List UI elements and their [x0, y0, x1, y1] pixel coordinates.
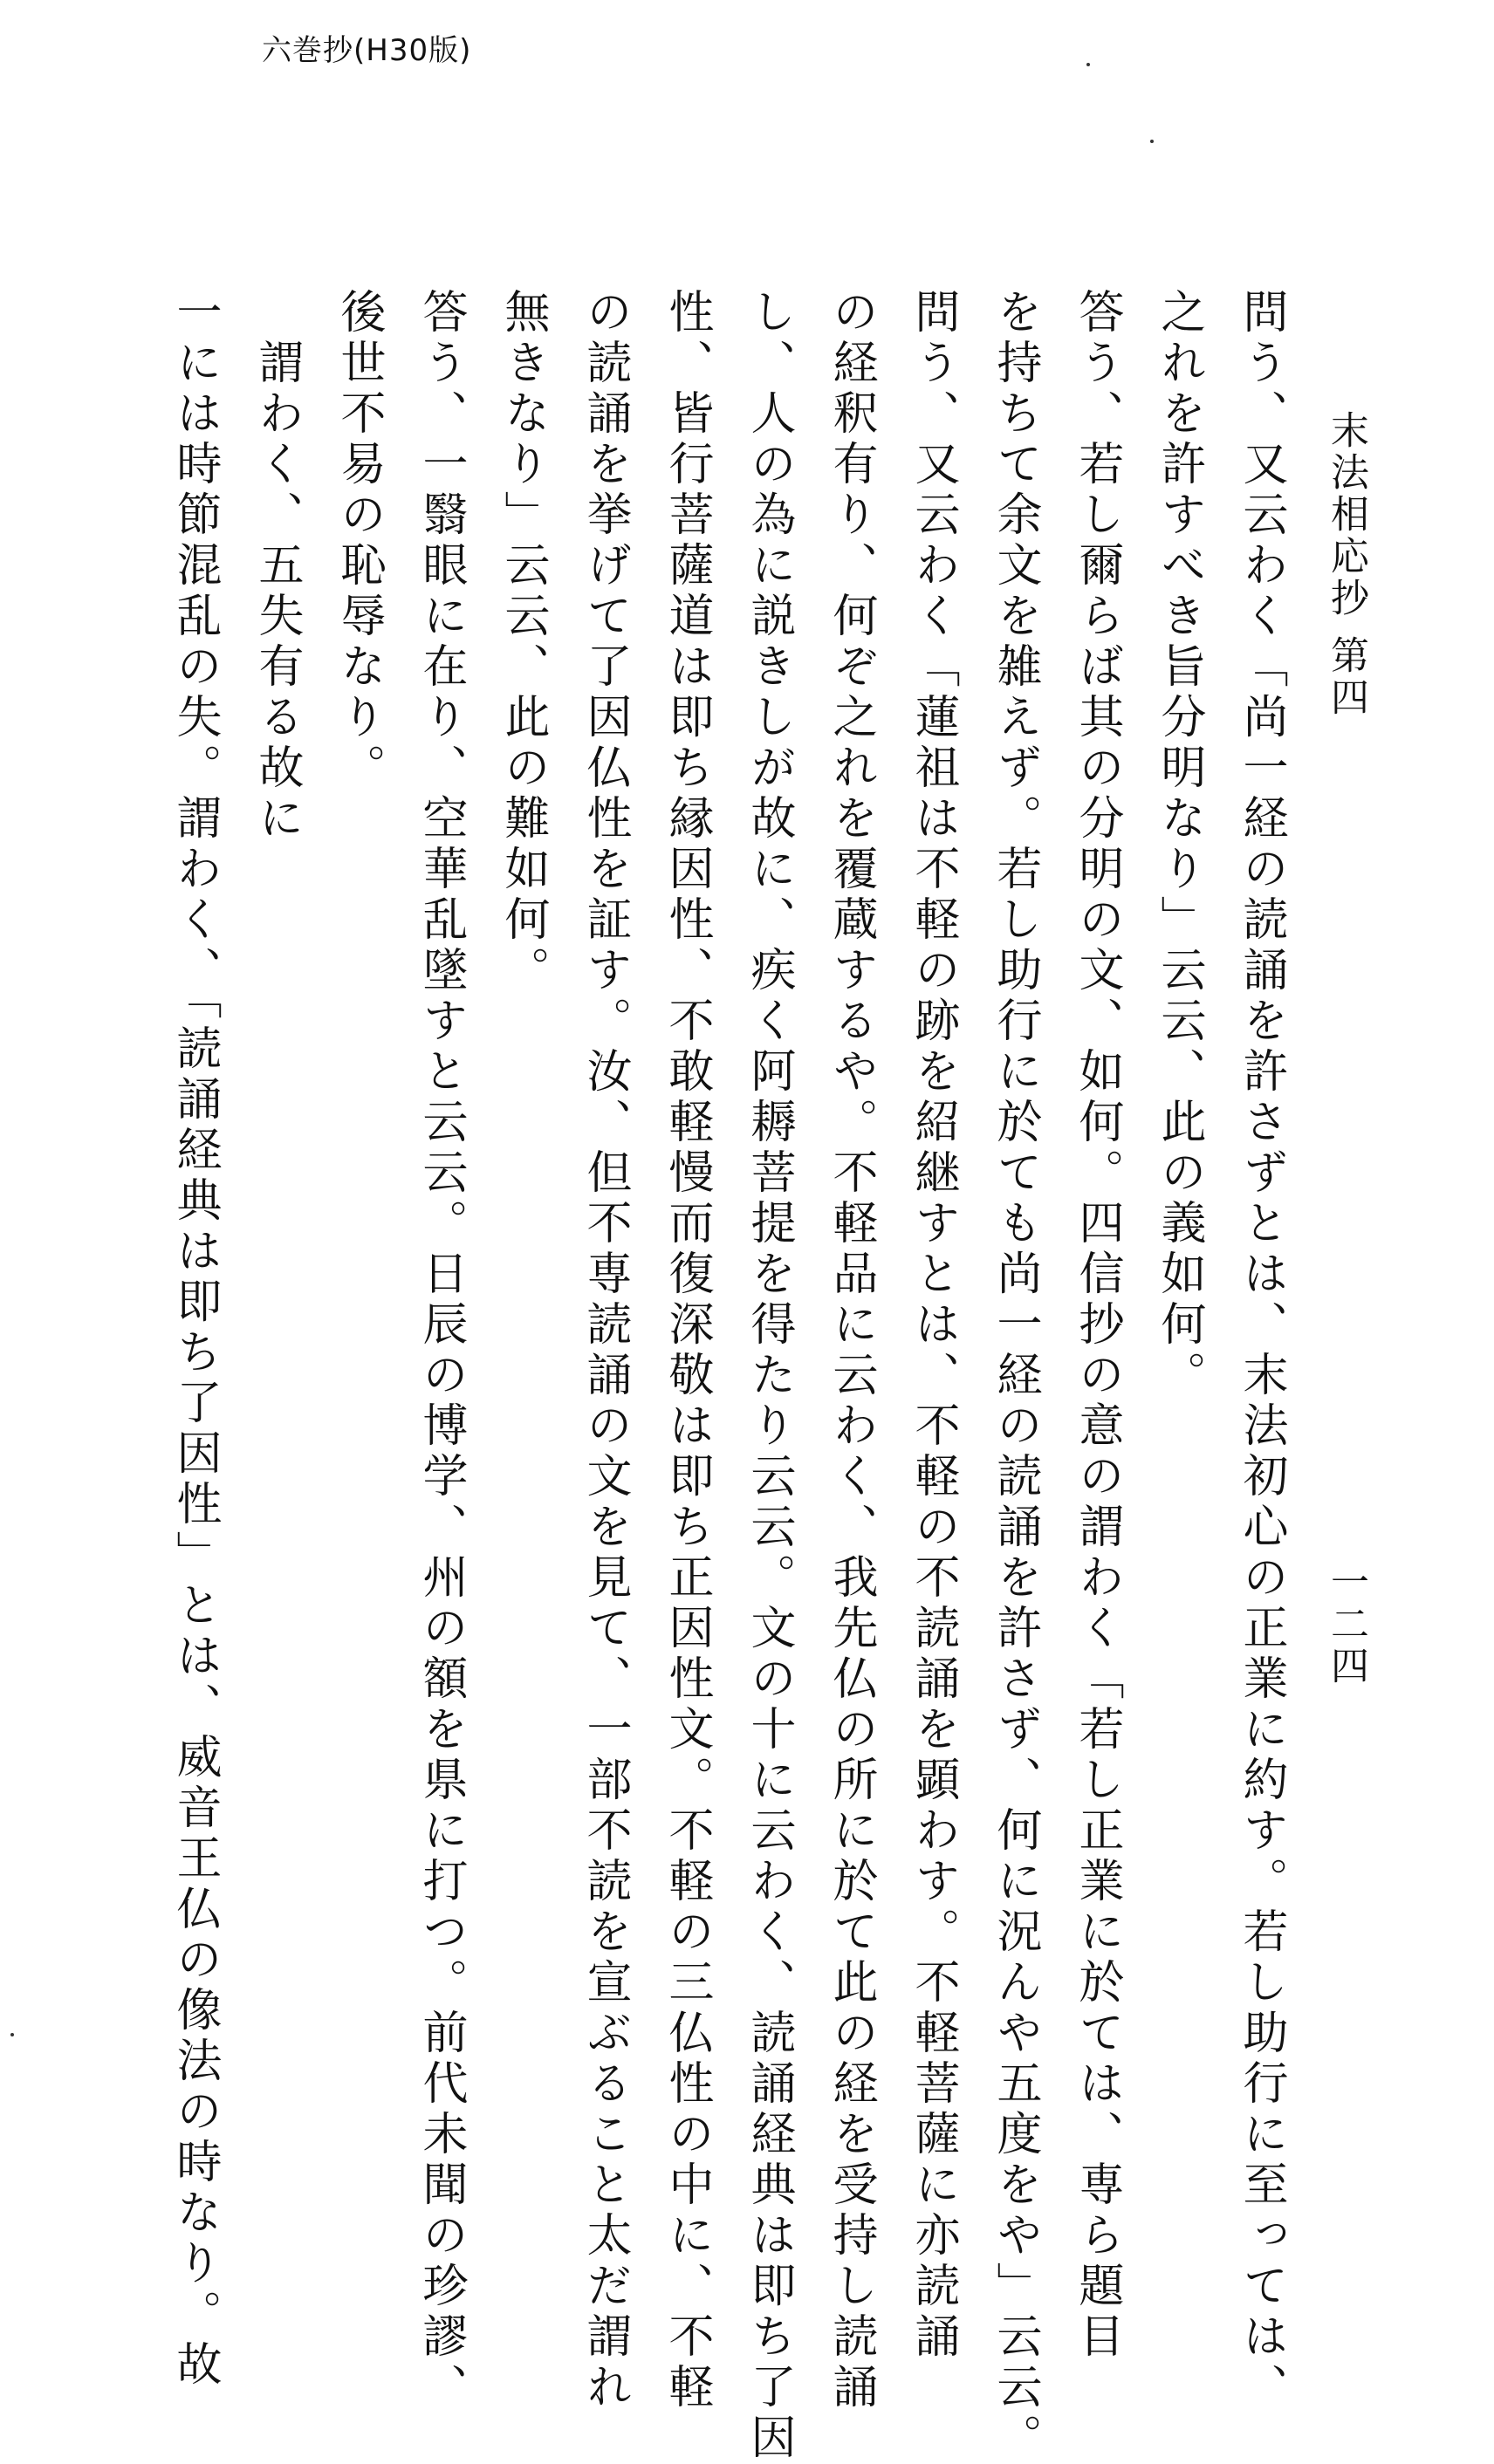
scan-speck	[10, 2033, 14, 2036]
page-number: 一二四	[1324, 1562, 1368, 1687]
text-column-5: 問う、又云わく「蓮祖は不軽の跡を紹継すとは、不軽の不読誦を顕わす。不軽菩薩に亦読誦	[907, 288, 959, 2363]
text-column-4: を持ちて余文を雑えず。若し助行に於ても尚一経の読誦を許さず、何に況んや五度をや」云云。	[989, 288, 1041, 2464]
text-column-9: の読誦を挙げて了因仏性を証す。汝、但不専読誦の文を見て、一部不読を宣ぶること太だ謂れ	[579, 288, 631, 2413]
text-column-12: 後世不易の恥辱なり。	[332, 288, 385, 794]
text-column-1: 問う、又云わく「尚一経の読誦を許さずとは、末法初心の正業に約す。若し助行に至っては、	[1235, 288, 1287, 2413]
text-column-2: 之れを許すべき旨分明なり」云云、此の義如何。	[1153, 288, 1205, 1401]
text-column-13: 謂わく、五失有る故に	[250, 339, 303, 845]
scan-speck	[1086, 63, 1090, 66]
edition-header: 六巻抄(H30版)	[262, 33, 472, 68]
text-column-7: し、人の為に説きしが故に、疾く阿耨菩提を得たり云云。文の十に云わく、読誦経典は即ち了因	[743, 288, 795, 2464]
main-text	[168, 288, 1302, 2464]
text-column-14: 一には時節混乱の失。謂わく、「読誦経典は即ち了因性」とは、威音王仏の像法の時なり。故	[168, 288, 221, 2391]
text-column-10: 無きなり」云云、此の難如何。	[497, 288, 549, 996]
scan-speck	[1150, 140, 1154, 143]
text-column-11: 答う、一翳眼に在り、空華乱墜すと云云。日辰の博学、州の額を県に打つ。前代未聞の珍謬、	[415, 288, 467, 2413]
text-column-8: 性、皆行菩薩道は即ち縁因性、不敢軽慢而復深敬は即ち正因性文。不軽の三仏性の中に、不軽	[661, 288, 713, 2413]
running-title: 末法相応抄 第四	[1324, 410, 1368, 719]
text-column-6: の経釈有り、何ぞ之れを覆蔵するや。不軽品に云わく、我先仏の所に於て此の経を受持し読誦	[825, 288, 877, 2413]
text-column-3: 答う、若し爾らば其の分明の文、如何。四信抄の意の謂わく「若し正業に於ては、専ら題目	[1071, 288, 1123, 2363]
